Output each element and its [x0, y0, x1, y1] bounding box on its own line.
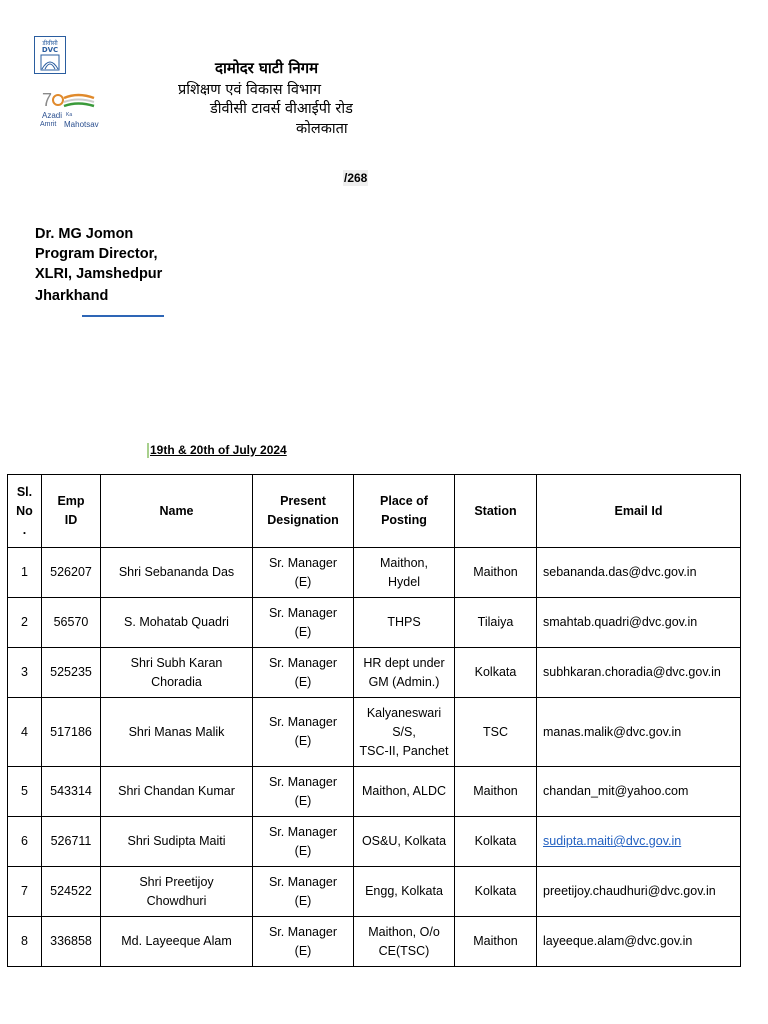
cell-emp-id: 525235: [42, 648, 101, 698]
table-row: [8, 767, 741, 817]
cell-posting: Maithon, Hydel: [354, 548, 455, 598]
cell-posting: Engg, Kolkata: [354, 867, 455, 917]
cell-sl: 5: [8, 767, 42, 817]
city-name: कोलकाता: [296, 121, 348, 137]
cell-station: Maithon: [455, 548, 537, 598]
department-name: प्रशिक्षण एवं विकास विभाग: [178, 82, 322, 98]
cell-emp-id: 336858: [42, 917, 101, 967]
cell-posting: HR dept under GM (Admin.): [354, 648, 455, 698]
cell-designation: Sr. Manager (E): [253, 648, 354, 698]
table-row: [8, 598, 741, 648]
cell-name: Shri Sebananda Das: [101, 548, 253, 598]
svg-text:डीवीसी: डीवीसी: [42, 40, 58, 47]
cell-emp-id: 524522: [42, 867, 101, 917]
cell-posting: OS&U, Kolkata: [354, 817, 455, 867]
cell-station: Maithon: [455, 917, 537, 967]
table-row: [8, 698, 741, 767]
cell-designation: Sr. Manager (E): [253, 548, 354, 598]
addressee-name: Dr. MG Jomon: [35, 226, 134, 242]
cell-posting: Maithon, ALDC: [354, 767, 455, 817]
cell-posting: Kalyaneswari S/S, TSC-II, Panchet: [354, 698, 455, 767]
svg-text:Azadi: Azadi: [42, 111, 63, 120]
azadi-ka-amrit-mahotsav-logo: [38, 86, 110, 130]
svg-text:Mahotsav: Mahotsav: [64, 120, 99, 129]
dvc-logo: [34, 36, 66, 74]
table-row: [8, 648, 741, 698]
cell-designation: Sr. Manager (E): [253, 598, 354, 648]
cell-posting: Maithon, O/o CE(TSC): [354, 917, 455, 967]
cell-name: S. Mohatab Quadri: [101, 598, 253, 648]
cell-posting: THPS: [354, 598, 455, 648]
cell-emp-id: 56570: [42, 598, 101, 648]
svg-text:Ka: Ka: [66, 112, 73, 118]
cell-station: Kolkata: [455, 867, 537, 917]
cell-email: subhkaran.choradia@dvc.gov.in: [537, 648, 741, 698]
cell-name: Shri Manas Malik: [101, 698, 253, 767]
cell-sl: 6: [8, 817, 42, 867]
edit-marker: [147, 443, 149, 458]
cell-sl: 3: [8, 648, 42, 698]
address-line: डीवीसी टावर्स वीआईपी रोड: [210, 101, 353, 117]
cell-station: TSC: [455, 698, 537, 767]
col-header-email: Email Id: [537, 475, 741, 548]
table-header-row: [8, 475, 741, 548]
program-dates: 19th & 20th of July 2024: [150, 443, 287, 457]
cell-designation: Sr. Manager (E): [253, 817, 354, 867]
cell-name: Shri Subh Karan Choradia: [101, 648, 253, 698]
addressee-title: Program Director,: [35, 246, 158, 262]
cell-email: sebananda.das@dvc.gov.in: [537, 548, 741, 598]
col-header-name: Name: [101, 475, 253, 548]
table-row: [8, 548, 741, 598]
cell-emp-id: 526711: [42, 817, 101, 867]
cell-designation: Sr. Manager (E): [253, 867, 354, 917]
svg-text:Amrit: Amrit: [40, 121, 57, 128]
col-header-station: Station: [455, 475, 537, 548]
cell-email: [537, 817, 741, 867]
divider-line: [82, 315, 164, 317]
cell-designation: Sr. Manager (E): [253, 917, 354, 967]
addressee-institute: XLRI, Jamshedpur: [35, 266, 163, 282]
cell-name: Shri Preetijoy Chowdhuri: [101, 867, 253, 917]
email-link[interactable]: sudipta.maiti@dvc.gov.in: [543, 834, 682, 848]
table-row: [8, 817, 741, 867]
reference-number: /268: [344, 171, 368, 185]
cell-name: Shri Sudipta Maiti: [101, 817, 253, 867]
cell-sl: 1: [8, 548, 42, 598]
cell-sl: 8: [8, 917, 42, 967]
col-header-posting: Place of Posting: [354, 475, 455, 548]
addressee-state: Jharkhand: [35, 288, 109, 304]
org-name: दामोदर घाटी निगम: [215, 59, 319, 77]
cell-email: preetijoy.chaudhuri@dvc.gov.in: [537, 867, 741, 917]
cell-email: manas.malik@dvc.gov.in: [537, 698, 741, 767]
cell-designation: Sr. Manager (E): [253, 698, 354, 767]
svg-text:DVC: DVC: [41, 46, 59, 54]
cell-sl: 4: [8, 698, 42, 767]
table-row: [8, 917, 741, 967]
addressee-block: [35, 224, 162, 306]
table-row: [8, 867, 741, 917]
cell-emp-id: 517186: [42, 698, 101, 767]
cell-sl: 7: [8, 867, 42, 917]
cell-email: layeeque.alam@dvc.gov.in: [537, 917, 741, 967]
cell-name: Shri Chandan Kumar: [101, 767, 253, 817]
cell-station: Maithon: [455, 767, 537, 817]
cell-email: chandan_mit@yahoo.com: [537, 767, 741, 817]
participants-table: [7, 474, 741, 967]
cell-emp-id: 543314: [42, 767, 101, 817]
col-header-designation: Present Designation: [253, 475, 354, 548]
cell-sl: 2: [8, 598, 42, 648]
cell-designation: Sr. Manager (E): [253, 767, 354, 817]
svg-text:7: 7: [42, 90, 53, 110]
cell-station: Kolkata: [455, 817, 537, 867]
cell-station: Tilaiya: [455, 598, 537, 648]
cell-name: Md. Layeeque Alam: [101, 917, 253, 967]
cell-station: Kolkata: [455, 648, 537, 698]
cell-emp-id: 526207: [42, 548, 101, 598]
col-header-sl: Sl. No .: [8, 475, 42, 548]
cell-email: smahtab.quadri@dvc.gov.in: [537, 598, 741, 648]
col-header-emp-id: Emp ID: [42, 475, 101, 548]
